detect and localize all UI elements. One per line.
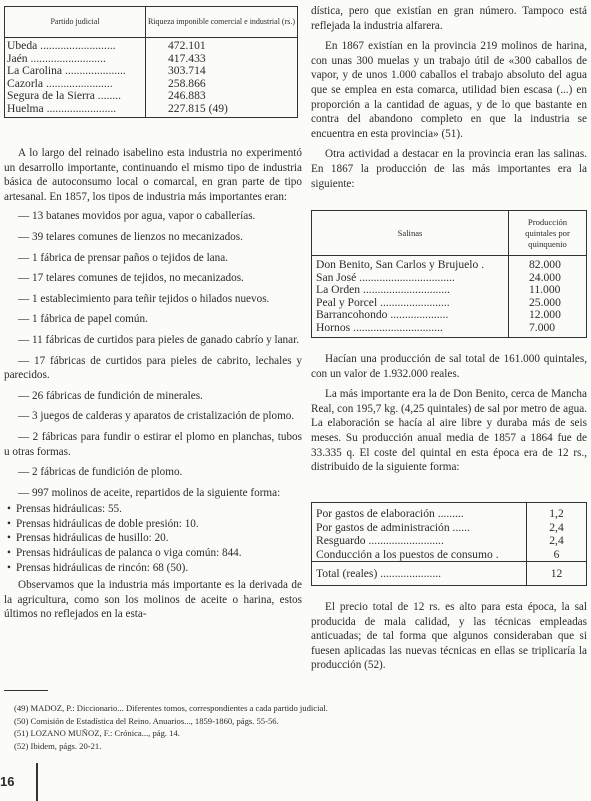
list-item: — 39 telares comunes de lienzos no mecanizados. <box>18 230 243 243</box>
footnote-rule <box>4 690 48 691</box>
list-item: — 17 fábricas de curtidos para pieles de cabrito, lechales y parecidos. <box>4 354 302 382</box>
page-number: 16 <box>0 774 15 789</box>
riqueza-header-riqueza: Riqueza imponible comercial e industrial (rs.) <box>146 7 298 38</box>
riqueza-row-name: Ubeda .......................... <box>7 39 116 52</box>
table-row-total <box>312 562 587 586</box>
right-column-bottom <box>311 600 587 673</box>
costes-total-value: 12 <box>527 562 587 586</box>
riqueza-row-name: Huelma ........................ <box>7 101 117 115</box>
footnote: (50) Comisión de Estadística del Reino. Anuarios..., 1859-1860, págs. 55-56. <box>14 715 279 726</box>
riqueza-header-partido: Partido judicial <box>5 7 146 38</box>
list-item: • Prensas hidráulicas de rincón: 68 (50). <box>4 561 302 576</box>
costes-row-name: Conducción a los puestos de consumo . <box>316 547 499 561</box>
list-item: — 2 fábricas de fundición de plomo. <box>18 466 183 479</box>
list-item: — 1 establecimiento para teñir tejidos o hilados nuevos. <box>18 292 270 305</box>
left-column <box>4 146 302 622</box>
salinas-header-production: Producción quintales por quinquenio <box>509 211 587 256</box>
industry-list <box>4 209 302 500</box>
closing-paragraph: Observamos que la industria más importante es la derivada de la agricultura, como son los molinos de aceite o harina, estos últimos no reflejados en la esta- <box>4 579 302 621</box>
costes-row-name: Por gastos de elaboración ......... <box>316 507 464 520</box>
paragraph: La más importante era la de Don Benito, cerca de Mancha Real, con 195,7 kg. (4,25 quintales) de sal por metro de agua. La elaboración se hacía al aire libre y duraba más de seis meses. Su producción anual media de 1857 a 1864 fue de 33.335 q. El coste del quintal en esta época era de 12 rs., distribuido de la siguiente forma: <box>311 388 587 474</box>
list-item: — 13 batanes movidos por agua, vapor o caballerías. <box>18 210 256 223</box>
salinas-table <box>311 210 587 338</box>
riqueza-row-value: 417.433 <box>146 53 298 66</box>
table-row <box>5 103 298 117</box>
paragraph: dística, pero que existían en gran número. Tampoco está reflejada la industria alfarera. <box>311 5 587 32</box>
table-row <box>312 534 587 548</box>
list-item: — 17 telares comunes de tejidos, no mecanizados. <box>18 272 244 285</box>
riqueza-row-name: Jaén .......................... <box>7 51 106 65</box>
list-item: — 11 fábricas de curtidos para pieles de ganado cabrío y lanar. <box>18 333 300 346</box>
costes-total-name: Total (reales) ..................... <box>312 562 527 586</box>
salinas-row-name: Peal y Porcel ........................ <box>316 295 450 309</box>
table-row <box>312 256 587 272</box>
footnotes <box>4 702 584 752</box>
salinas-row-name: Barrancohondo .................... <box>316 308 449 322</box>
right-column-top <box>311 4 587 191</box>
footnote: (52) Ibidem, págs. 20-21. <box>14 740 102 751</box>
salinas-row-name: Don Benito, San Carlos y Brujuelo . <box>316 258 485 271</box>
list-item: — 997 molinos de aceite, repartidos de la siguiente forma: <box>18 486 281 499</box>
list-item: • Prensas hidráulicas de palanca o viga común: 844. <box>4 546 302 561</box>
riqueza-row-value: 246.883 <box>146 90 298 103</box>
salinas-row-value: 7.000 <box>509 322 587 337</box>
table-row <box>312 322 587 337</box>
table-row <box>312 548 587 562</box>
riqueza-row-value: 303.714 <box>146 65 298 78</box>
riqueza-table <box>4 6 298 118</box>
costes-row-value: 2,4 <box>527 534 587 548</box>
paragraph: En 1867 existían en la provincia 219 molinos de harina, con unas 300 muelas y un trabajo útil de «300 caballos de vapor, y de unos 1.000 caballos el trabajo absoluto del agua que se emplea en esta comarca, utilidad bien escasa (...) en proporción a la cantidad de aguas, y de lo que bastante en contra del abandono completo en que la industria se encuentra en esta provincia» (51). <box>311 40 587 140</box>
costes-row-name: Resguardo .......................... <box>316 534 444 548</box>
costes-row-value: 6 <box>527 548 587 562</box>
salinas-row-value: 24.000 <box>509 272 587 285</box>
list-item: — 3 juegos de calderas y aparatos de cristalización de plomo. <box>18 410 295 423</box>
salinas-row-name: Hornos ............................... <box>316 320 443 334</box>
table-row <box>5 38 298 53</box>
table-row <box>312 521 587 535</box>
list-item: — 1 fábrica de papel común. <box>18 313 148 326</box>
list-item: — 2 fábricas para fundir o estirar el plomo en planchas, tubos u otras formas. <box>4 430 302 458</box>
intro-paragraph: A lo largo del reinado isabelino esta industria no experimentó un desarrollo importante, continuando el mismo tipo de industria básica de autoconsumo local o comarcal, en gran parte de tipo artesanal. En 1857, los tipos de industria más importantes eran: <box>4 147 302 203</box>
costes-row-value: 1,2 <box>527 503 587 521</box>
costes-row-name: Por gastos de administración ...... <box>316 520 470 534</box>
right-column-middle <box>311 352 587 475</box>
riqueza-row-name: Segura de la Sierra ........ <box>7 89 121 103</box>
footnote: (49) MADOZ, P.: Diccionario... Diferentes tomos, correspondientes a cada partido judicial. <box>14 703 328 713</box>
list-item: • Prensas hidráulicas: 55. <box>4 502 302 517</box>
riqueza-row-value: 258.866 <box>146 78 298 91</box>
list-item: — 1 fábrica de prensar paños o tejidos de lana. <box>18 251 229 264</box>
salinas-row-name: San José ................................. <box>316 270 455 284</box>
table-row <box>5 65 298 78</box>
riqueza-row-name: Cazorla ....................... <box>7 76 113 90</box>
footnote: (51) LOZANO MUÑOZ, F.: Crónica..., pág. 14. <box>14 728 180 739</box>
paragraph: Otra actividad a destacar en la provincia eran las salinas. En 1867 la producción de las más importantes era la siguiente: <box>311 148 587 190</box>
paragraph: El precio total de 12 rs. es alto para esta época, la sal producida de mala calidad, y las técnicas empleadas anticuadas; de tal forma que algunos consideraban que si fuesen aplicadas las nuevas técnicas en ellas se triplicaría la producción (52). <box>311 601 587 672</box>
riqueza-row-value: 472.101 <box>146 38 298 53</box>
page-number-rule <box>36 763 38 801</box>
costes-row-value: 2,4 <box>527 521 587 535</box>
riqueza-row-value: 227.815 (49) <box>146 103 298 117</box>
salinas-row-value: 11.000 <box>509 284 587 297</box>
press-list <box>4 502 302 575</box>
list-item: • Prensas hidráulicas de husillo: 20. <box>4 531 302 546</box>
salinas-row-value: 82.000 <box>509 256 587 272</box>
riqueza-row-name: La Carolina ..................... <box>7 64 126 78</box>
salinas-row-name: La Orden .............................. <box>316 283 450 297</box>
paragraph: Hacían una producción de sal total de 161.000 quintales, con un valor de 1.932.000 reales. <box>311 353 587 380</box>
salinas-row-value: 12.000 <box>509 309 587 322</box>
salinas-row-value: 25.000 <box>509 297 587 310</box>
list-item: • Prensas hidráulicas de doble presión: 10. <box>4 517 302 532</box>
costes-table <box>311 502 587 586</box>
table-row <box>312 503 587 521</box>
salinas-header-name: Salinas <box>312 211 509 256</box>
list-item: — 26 fábricas de fundición de minerales. <box>18 389 203 402</box>
